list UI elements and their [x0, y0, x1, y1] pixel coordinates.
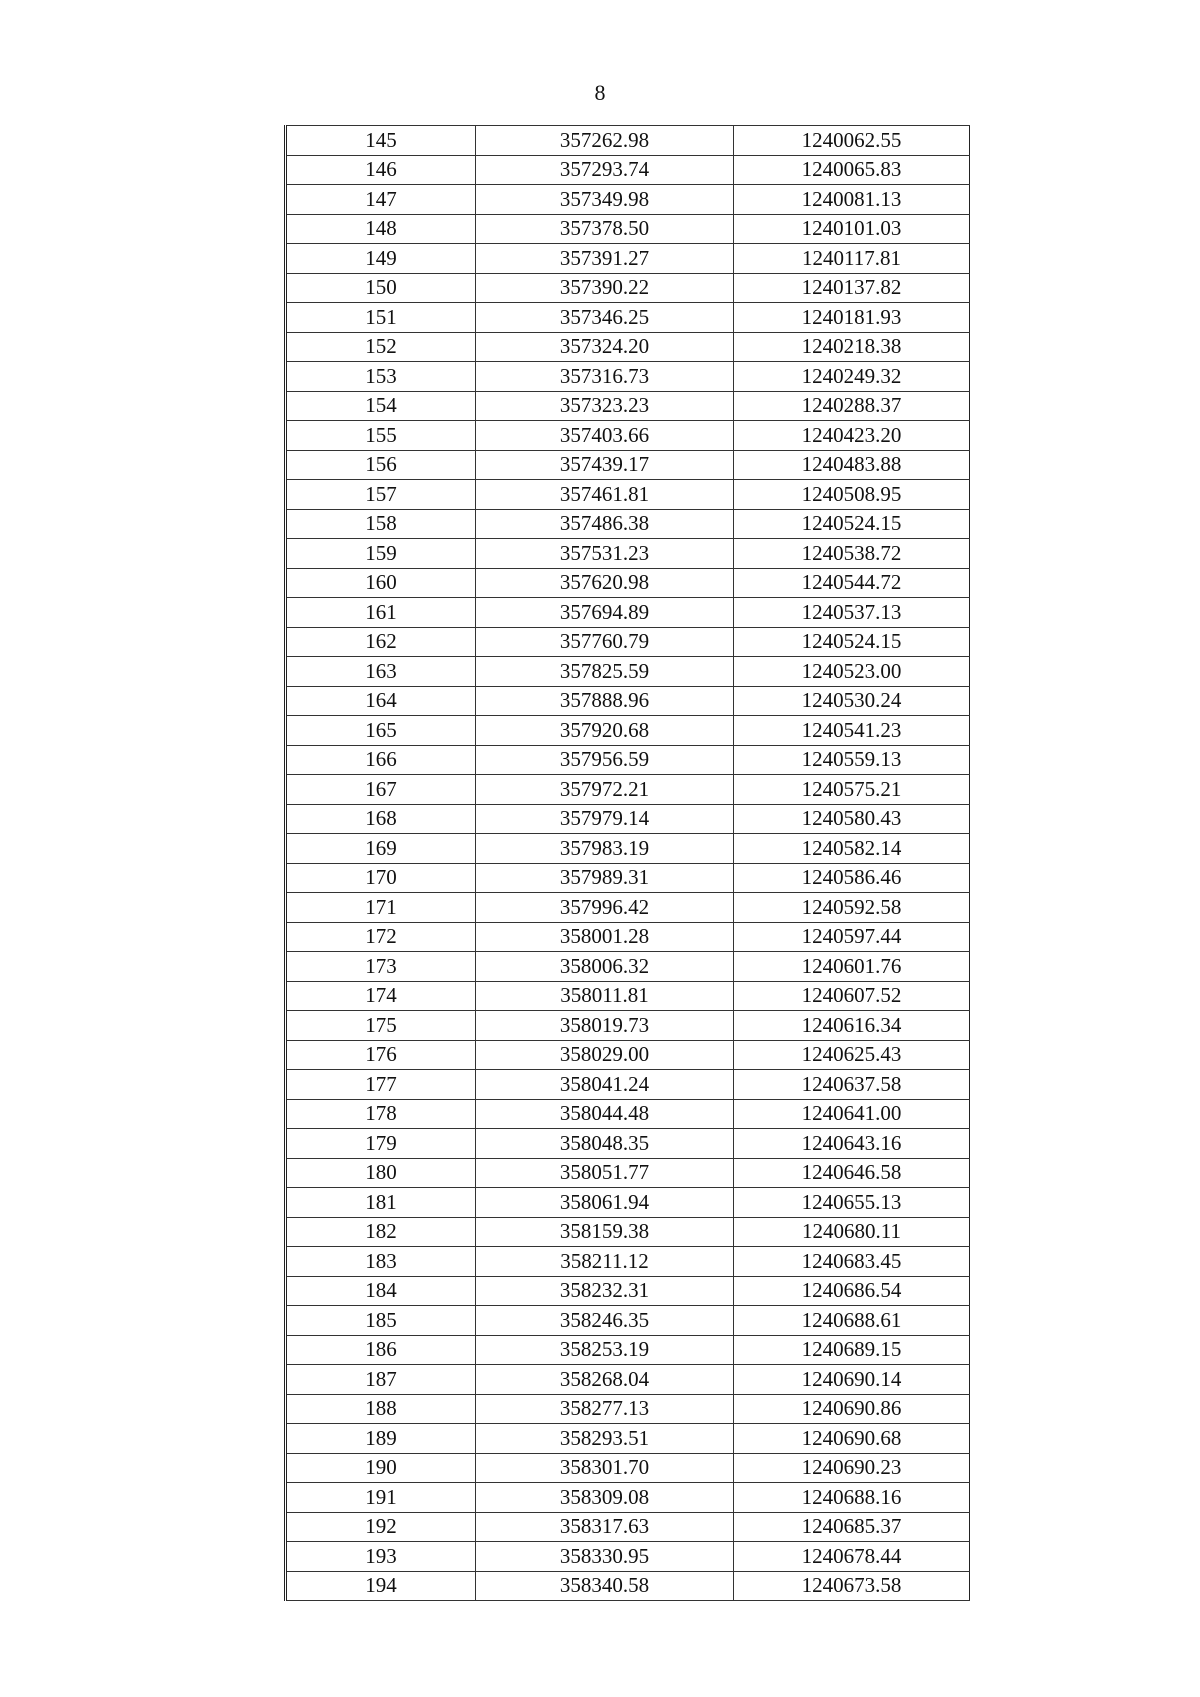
point-number-cell: 192: [286, 1512, 476, 1542]
y-coordinate-cell: 1240678.44: [734, 1542, 970, 1572]
y-coordinate-cell: 1240607.52: [734, 981, 970, 1011]
x-coordinate-cell: 357694.89: [476, 598, 734, 628]
table-row: [286, 185, 970, 215]
table-row: [286, 1011, 970, 1041]
point-number-cell: 181: [286, 1188, 476, 1218]
x-coordinate-cell: 358001.28: [476, 922, 734, 952]
y-coordinate-cell: 1240523.00: [734, 657, 970, 687]
table-row: [286, 686, 970, 716]
x-coordinate-cell: 357378.50: [476, 214, 734, 244]
y-coordinate-cell: 1240137.82: [734, 273, 970, 303]
table-row: [286, 539, 970, 569]
table-row: [286, 1276, 970, 1306]
table-row: [286, 1129, 970, 1159]
point-number-cell: 184: [286, 1276, 476, 1306]
x-coordinate-cell: 357972.21: [476, 775, 734, 805]
table-row: [286, 214, 970, 244]
x-coordinate-cell: 358293.51: [476, 1424, 734, 1454]
point-number-cell: 156: [286, 450, 476, 480]
point-number-cell: 180: [286, 1158, 476, 1188]
x-coordinate-cell: 357760.79: [476, 627, 734, 657]
point-number-cell: 164: [286, 686, 476, 716]
x-coordinate-cell: 358309.08: [476, 1483, 734, 1513]
table-row: [286, 657, 970, 687]
page-number: 8: [594, 80, 606, 105]
point-number-cell: 153: [286, 362, 476, 392]
point-number-cell: 185: [286, 1306, 476, 1336]
x-coordinate-cell: 358019.73: [476, 1011, 734, 1041]
x-coordinate-cell: 358006.32: [476, 952, 734, 982]
y-coordinate-cell: 1240688.16: [734, 1483, 970, 1513]
table-row: [286, 893, 970, 923]
x-coordinate-cell: 358048.35: [476, 1129, 734, 1159]
point-number-cell: 167: [286, 775, 476, 805]
point-number-cell: 190: [286, 1453, 476, 1483]
coordinates-table-body: [286, 126, 970, 1601]
x-coordinate-cell: 357390.22: [476, 273, 734, 303]
x-coordinate-cell: 357349.98: [476, 185, 734, 215]
y-coordinate-cell: 1240601.76: [734, 952, 970, 982]
table-row: [286, 303, 970, 333]
table-row: [286, 450, 970, 480]
point-number-cell: 188: [286, 1394, 476, 1424]
table-row: [286, 1070, 970, 1100]
y-coordinate-cell: 1240117.81: [734, 244, 970, 274]
table-row: [286, 1424, 970, 1454]
x-coordinate-cell: 358301.70: [476, 1453, 734, 1483]
y-coordinate-cell: 1240544.72: [734, 568, 970, 598]
point-number-cell: 145: [286, 126, 476, 156]
table-row: [286, 716, 970, 746]
x-coordinate-cell: 358340.58: [476, 1571, 734, 1601]
y-coordinate-cell: 1240524.15: [734, 627, 970, 657]
y-coordinate-cell: 1240559.13: [734, 745, 970, 775]
x-coordinate-cell: 358061.94: [476, 1188, 734, 1218]
y-coordinate-cell: 1240483.88: [734, 450, 970, 480]
table-row: [286, 1571, 970, 1601]
table-row: [286, 627, 970, 657]
point-number-cell: 175: [286, 1011, 476, 1041]
x-coordinate-cell: 358232.31: [476, 1276, 734, 1306]
table-row: [286, 155, 970, 185]
point-number-cell: 155: [286, 421, 476, 451]
x-coordinate-cell: 358253.19: [476, 1335, 734, 1365]
coordinates-table: [284, 125, 970, 1601]
y-coordinate-cell: 1240690.68: [734, 1424, 970, 1454]
x-coordinate-cell: 357920.68: [476, 716, 734, 746]
table-row: [286, 1453, 970, 1483]
point-number-cell: 150: [286, 273, 476, 303]
table-row: [286, 421, 970, 451]
point-number-cell: 189: [286, 1424, 476, 1454]
y-coordinate-cell: 1240541.23: [734, 716, 970, 746]
table-row: [286, 981, 970, 1011]
table-row: [286, 1512, 970, 1542]
point-number-cell: 177: [286, 1070, 476, 1100]
table-row: [286, 509, 970, 539]
table-row: [286, 804, 970, 834]
point-number-cell: 152: [286, 332, 476, 362]
y-coordinate-cell: 1240655.13: [734, 1188, 970, 1218]
point-number-cell: 172: [286, 922, 476, 952]
table-row: [286, 922, 970, 952]
table-row: [286, 1099, 970, 1129]
x-coordinate-cell: 357324.20: [476, 332, 734, 362]
x-coordinate-cell: 358041.24: [476, 1070, 734, 1100]
table-row: [286, 1483, 970, 1513]
point-number-cell: 151: [286, 303, 476, 333]
y-coordinate-cell: 1240181.93: [734, 303, 970, 333]
point-number-cell: 168: [286, 804, 476, 834]
point-number-cell: 173: [286, 952, 476, 982]
y-coordinate-cell: 1240643.16: [734, 1129, 970, 1159]
x-coordinate-cell: 358051.77: [476, 1158, 734, 1188]
point-number-cell: 154: [286, 391, 476, 421]
y-coordinate-cell: 1240538.72: [734, 539, 970, 569]
table-row: [286, 598, 970, 628]
point-number-cell: 169: [286, 834, 476, 864]
y-coordinate-cell: 1240690.14: [734, 1365, 970, 1395]
x-coordinate-cell: 357486.38: [476, 509, 734, 539]
y-coordinate-cell: 1240625.43: [734, 1040, 970, 1070]
y-coordinate-cell: 1240680.11: [734, 1217, 970, 1247]
y-coordinate-cell: 1240288.37: [734, 391, 970, 421]
y-coordinate-cell: 1240637.58: [734, 1070, 970, 1100]
point-number-cell: 159: [286, 539, 476, 569]
x-coordinate-cell: 357262.98: [476, 126, 734, 156]
x-coordinate-cell: 357825.59: [476, 657, 734, 687]
table-row: [286, 1365, 970, 1395]
table-row: [286, 745, 970, 775]
y-coordinate-cell: 1240616.34: [734, 1011, 970, 1041]
x-coordinate-cell: 357531.23: [476, 539, 734, 569]
x-coordinate-cell: 357323.23: [476, 391, 734, 421]
y-coordinate-cell: 1240537.13: [734, 598, 970, 628]
y-coordinate-cell: 1240218.38: [734, 332, 970, 362]
y-coordinate-cell: 1240646.58: [734, 1158, 970, 1188]
x-coordinate-cell: 358211.12: [476, 1247, 734, 1277]
table-row: [286, 1217, 970, 1247]
table-row: [286, 1247, 970, 1277]
y-coordinate-cell: 1240686.54: [734, 1276, 970, 1306]
x-coordinate-cell: 357346.25: [476, 303, 734, 333]
table-row: [286, 391, 970, 421]
x-coordinate-cell: 357983.19: [476, 834, 734, 864]
x-coordinate-cell: 357391.27: [476, 244, 734, 274]
x-coordinate-cell: 357989.31: [476, 863, 734, 893]
y-coordinate-cell: 1240592.58: [734, 893, 970, 923]
table-row: [286, 126, 970, 156]
point-number-cell: 166: [286, 745, 476, 775]
point-number-cell: 149: [286, 244, 476, 274]
table-row: [286, 863, 970, 893]
y-coordinate-cell: 1240423.20: [734, 421, 970, 451]
point-number-cell: 174: [286, 981, 476, 1011]
point-number-cell: 170: [286, 863, 476, 893]
y-coordinate-cell: 1240586.46: [734, 863, 970, 893]
y-coordinate-cell: 1240689.15: [734, 1335, 970, 1365]
point-number-cell: 162: [286, 627, 476, 657]
point-number-cell: 193: [286, 1542, 476, 1572]
x-coordinate-cell: 357403.66: [476, 421, 734, 451]
point-number-cell: 171: [286, 893, 476, 923]
x-coordinate-cell: 357293.74: [476, 155, 734, 185]
y-coordinate-cell: 1240101.03: [734, 214, 970, 244]
point-number-cell: 179: [286, 1129, 476, 1159]
y-coordinate-cell: 1240249.32: [734, 362, 970, 392]
table-row: [286, 568, 970, 598]
y-coordinate-cell: 1240524.15: [734, 509, 970, 539]
table-row: [286, 273, 970, 303]
table-row: [286, 1040, 970, 1070]
point-number-cell: 165: [286, 716, 476, 746]
table-row: [286, 1542, 970, 1572]
x-coordinate-cell: 358268.04: [476, 1365, 734, 1395]
x-coordinate-cell: 357439.17: [476, 450, 734, 480]
table-row: [286, 362, 970, 392]
y-coordinate-cell: 1240508.95: [734, 480, 970, 510]
point-number-cell: 186: [286, 1335, 476, 1365]
x-coordinate-cell: 358029.00: [476, 1040, 734, 1070]
table-row: [286, 1394, 970, 1424]
x-coordinate-cell: 357888.96: [476, 686, 734, 716]
table-row: [286, 1335, 970, 1365]
y-coordinate-cell: 1240673.58: [734, 1571, 970, 1601]
y-coordinate-cell: 1240582.14: [734, 834, 970, 864]
table-row: [286, 1188, 970, 1218]
point-number-cell: 178: [286, 1099, 476, 1129]
x-coordinate-cell: 357956.59: [476, 745, 734, 775]
y-coordinate-cell: 1240575.21: [734, 775, 970, 805]
x-coordinate-cell: 358044.48: [476, 1099, 734, 1129]
y-coordinate-cell: 1240597.44: [734, 922, 970, 952]
x-coordinate-cell: 357996.42: [476, 893, 734, 923]
table-row: [286, 952, 970, 982]
point-number-cell: 183: [286, 1247, 476, 1277]
x-coordinate-cell: 358159.38: [476, 1217, 734, 1247]
x-coordinate-cell: 358246.35: [476, 1306, 734, 1336]
point-number-cell: 161: [286, 598, 476, 628]
table-row: [286, 775, 970, 805]
table-row: [286, 332, 970, 362]
x-coordinate-cell: 358277.13: [476, 1394, 734, 1424]
table-row: [286, 834, 970, 864]
y-coordinate-cell: 1240690.23: [734, 1453, 970, 1483]
point-number-cell: 147: [286, 185, 476, 215]
y-coordinate-cell: 1240683.45: [734, 1247, 970, 1277]
y-coordinate-cell: 1240685.37: [734, 1512, 970, 1542]
y-coordinate-cell: 1240062.55: [734, 126, 970, 156]
x-coordinate-cell: 357461.81: [476, 480, 734, 510]
table-row: [286, 1158, 970, 1188]
table-row: [286, 1306, 970, 1336]
x-coordinate-cell: 358330.95: [476, 1542, 734, 1572]
point-number-cell: 148: [286, 214, 476, 244]
y-coordinate-cell: 1240641.00: [734, 1099, 970, 1129]
x-coordinate-cell: 358011.81: [476, 981, 734, 1011]
y-coordinate-cell: 1240580.43: [734, 804, 970, 834]
point-number-cell: 194: [286, 1571, 476, 1601]
point-number-cell: 157: [286, 480, 476, 510]
table-row: [286, 244, 970, 274]
y-coordinate-cell: 1240530.24: [734, 686, 970, 716]
y-coordinate-cell: 1240081.13: [734, 185, 970, 215]
point-number-cell: 182: [286, 1217, 476, 1247]
point-number-cell: 160: [286, 568, 476, 598]
y-coordinate-cell: 1240688.61: [734, 1306, 970, 1336]
x-coordinate-cell: 358317.63: [476, 1512, 734, 1542]
y-coordinate-cell: 1240690.86: [734, 1394, 970, 1424]
y-coordinate-cell: 1240065.83: [734, 155, 970, 185]
point-number-cell: 158: [286, 509, 476, 539]
x-coordinate-cell: 357316.73: [476, 362, 734, 392]
x-coordinate-cell: 357979.14: [476, 804, 734, 834]
point-number-cell: 187: [286, 1365, 476, 1395]
x-coordinate-cell: 357620.98: [476, 568, 734, 598]
point-number-cell: 146: [286, 155, 476, 185]
point-number-cell: 176: [286, 1040, 476, 1070]
point-number-cell: 191: [286, 1483, 476, 1513]
point-number-cell: 163: [286, 657, 476, 687]
table-row: [286, 480, 970, 510]
